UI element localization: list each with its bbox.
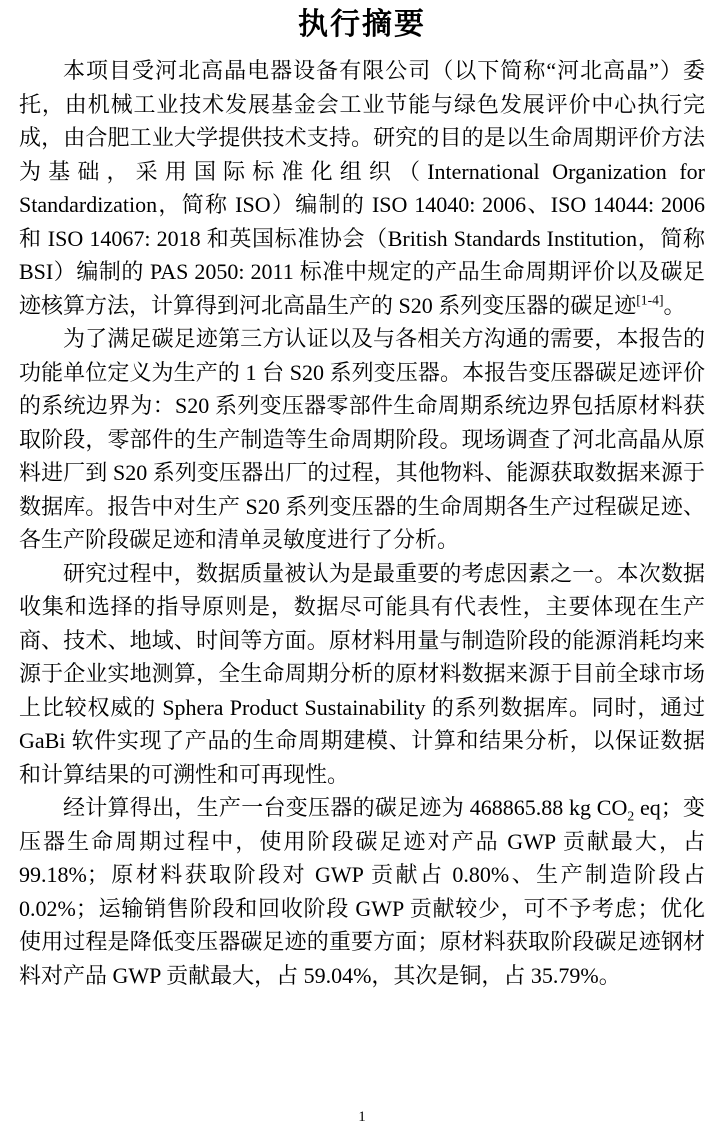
paragraph [19,791,705,992]
paragraph [19,322,705,557]
paragraph [19,54,705,322]
text-run: 经计算得出，生产一台变压器的碳足迹为 468865.88 kg CO [63,795,628,820]
paragraph [19,557,705,792]
body-paragraphs [0,54,724,992]
text-run: eq；变压器生命周期过程中，使用阶段碳足迹对产品 GWP 贡献最大，占 99.18%；原材料获取阶段对 GWP 贡献占 0.80%、生产制造阶段占 0.02%；运输销售阶段和回收阶段 GWP 贡献较少，可不予考虑；优化使用过程是降低变压器碳足迹的重要方面；原材料获取阶段碳足迹钢材料对产品 GWP 贡献最大，占 59.04%，其次是铜，占 35.79%。 [19,795,705,988]
citation-superscript: [1-4] [636,292,664,308]
text-run: 为了满足碳足迹第三方认证以及与各相关方沟通的需要，本报告的功能单位定义为生产的 1 台 S20 系列变压器。本报告变压器碳足迹评价的系统边界为：S20 系列变压器零部件生命周期系统边界包括原材料获取阶段，零部件的生产制造等生命周期阶段。现场调查了河北高晶从原料进厂到 S20 系列变压器出厂的过程，其他物料、能源获取数据来源于数据库。报告中对生产 S20 系列变压器的生命周期各生产过程碳足迹、各生产阶段碳足迹和清单灵敏度进行了分析。 [19,326,705,552]
text-run: 。 [663,292,686,318]
chemical-subscript: 2 [627,808,635,824]
text-run: 研究过程中，数据质量被认为是最重要的考虑因素之一。本次数据收集和选择的指导原则是，数据尽可能具有代表性，主要体现在生产商、技术、地域、时间等方面。原材料用量与制造阶段的能源消耗均来源于企业实地测算，全生命周期分析的原材料数据来源于目前全球市场上比较权威的 Sphera Product Sustainability 的系列数据库。同时，通过 GaBi 软件实现了产品的生命周期建模、计算和结果分析，以保证数据和计算结果的可溯性和可再现性。 [19,560,705,787]
page-title: 执行摘要 [298,8,426,41]
text-run: 本项目受河北高晶电器设备有限公司（以下简称“河北高晶”）委托，由机械工业技术发展基金会工业节能与绿色发展评价中心执行完成，由合肥工业大学提供技术支持。研究的目的是以生命周期评价方法为基础，采用国际标准化组织（International Organization for Standardization，简称 ISO）编制的 ISO 14040: 2006、ISO 14044: 2006 和 ISO 14067: 2018 和英国标准协会（British Standards Institution，简称 BSI）编制的 PAS 2050: 2011 标准中规定的产品生命周期评价以及碳足迹核算方法，计算得到河北高晶生产的 S20 系列变压器的碳足迹 [19,58,705,318]
page-number: 1 [358,1109,366,1125]
